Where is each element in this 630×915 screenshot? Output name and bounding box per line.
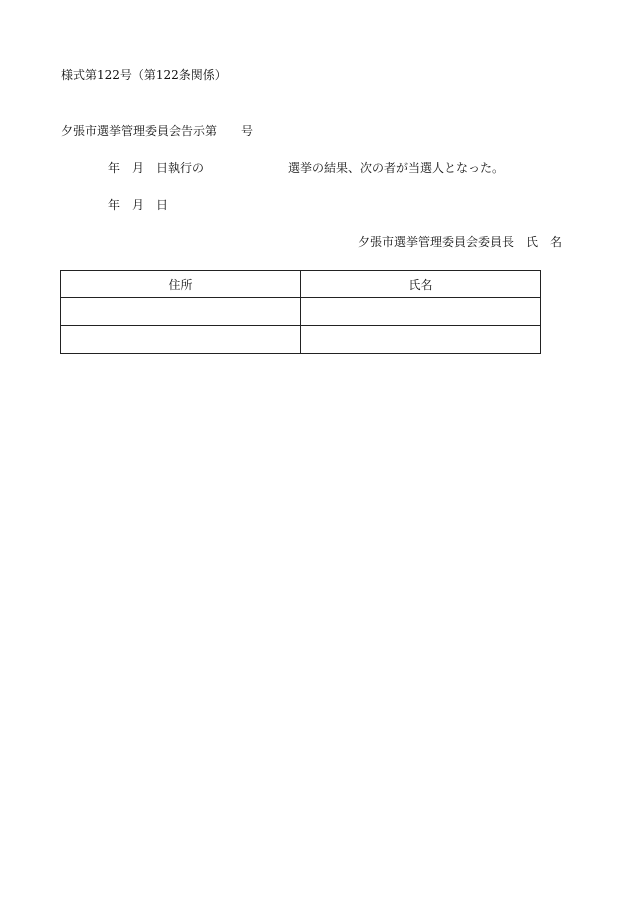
execution-year-label: 年 <box>108 161 121 175</box>
elected-persons-table <box>60 270 541 354</box>
execution-day-label: 日執行の <box>156 161 205 175</box>
name-cell <box>301 298 541 326</box>
header-name: 氏名 <box>301 271 541 298</box>
election-result-text: 選挙の結果、次の者が当選人となった。 <box>288 161 505 175</box>
table-header-row <box>61 271 541 298</box>
notice-prefix: 夕張市選挙管理委員会告示第 <box>61 124 218 138</box>
header-address: 住所 <box>61 271 301 298</box>
notice-number-label: 号 <box>241 124 254 138</box>
table-row <box>61 326 541 354</box>
signatory-title: 夕張市選挙管理委員会委員長 <box>358 235 515 249</box>
address-cell <box>61 298 301 326</box>
name-cell <box>301 326 541 354</box>
address-cell <box>61 326 301 354</box>
date-month-label: 月 <box>132 198 145 212</box>
table-row <box>61 298 541 326</box>
date-day-label: 日 <box>156 198 169 212</box>
form-number: 様式第122号（第122条関係） <box>61 68 227 82</box>
date-year-label: 年 <box>108 198 121 212</box>
signatory-name-label: 氏 名 <box>526 235 563 249</box>
execution-month-label: 月 <box>132 161 145 175</box>
